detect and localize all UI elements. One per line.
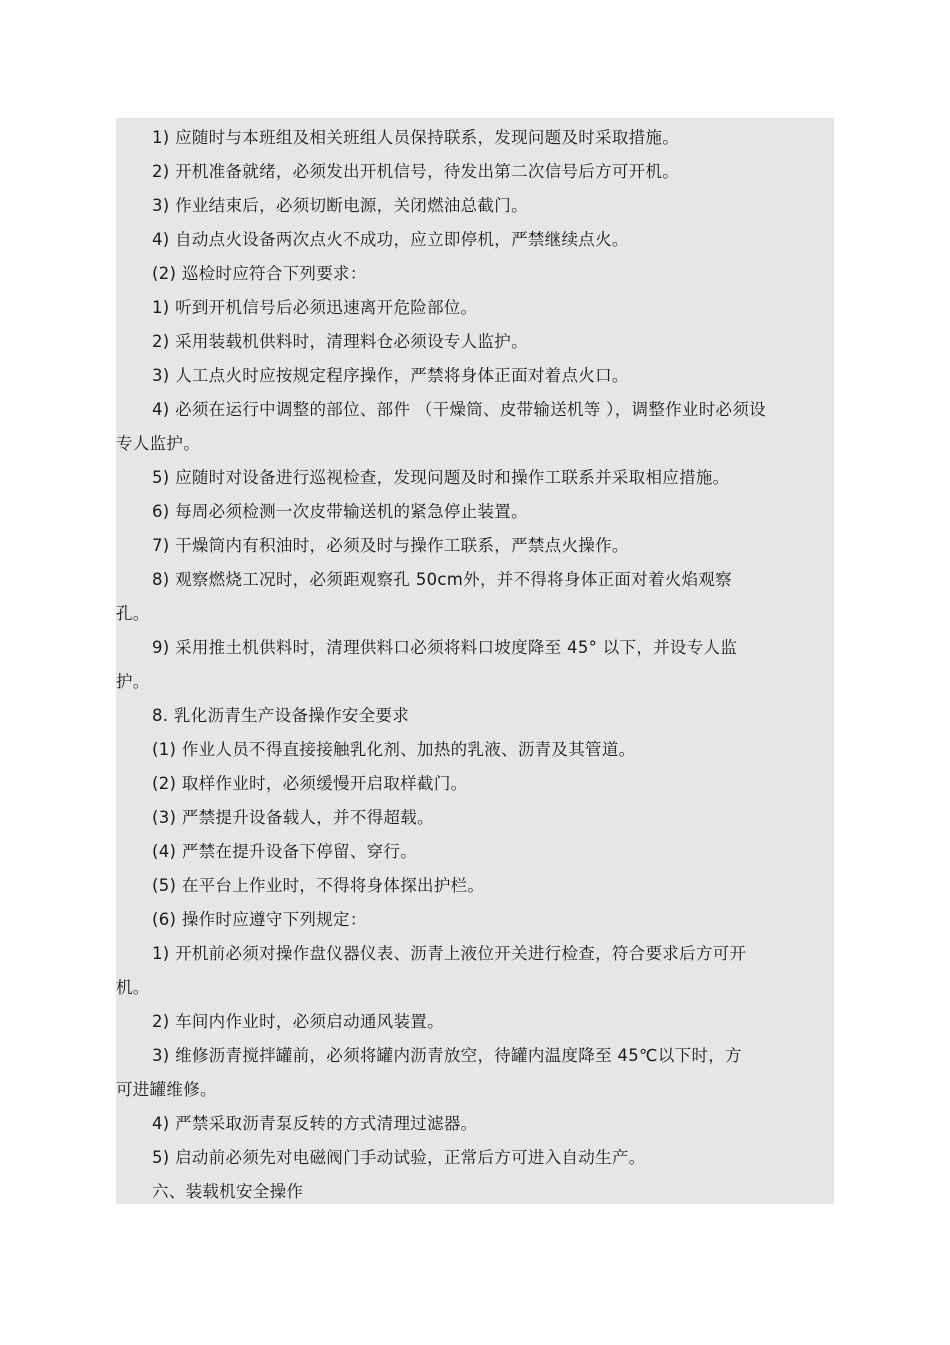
text-line: 专人监护。 <box>116 434 200 453</box>
text-line: 护。 <box>116 672 150 691</box>
text-line: 2) 车间内作业时，必须启动通风装置。 <box>152 1012 444 1031</box>
text-line: (2) 取样作业时，必须缓慢开启取样截门。 <box>152 774 468 793</box>
text-line: 5) 应随时对设备进行巡视检查，发现问题及时和操作工联系并采取相应措施。 <box>152 468 730 487</box>
text-line: 7) 干燥筒内有积油时，必须及时与操作工联系，严禁点火操作。 <box>152 536 629 555</box>
text-line: (4) 严禁在提升设备下停留、穿行。 <box>152 842 418 861</box>
text-line: (1) 作业人员不得直接接触乳化剂、加热的乳液、沥青及其管道。 <box>152 740 636 759</box>
text-line: (2) 巡检时应符合下列要求： <box>152 264 367 283</box>
document-text-block <box>116 118 834 1204</box>
text-line: 8. 乳化沥青生产设备操作安全要求 <box>152 706 410 725</box>
text-line: 3) 人工点火时应按规定程序操作，严禁将身体正面对着点火口。 <box>152 366 629 385</box>
text-line: 2) 开机准备就绪，必须发出开机信号，待发出第二次信号后方可开机。 <box>152 162 680 181</box>
text-line: 3) 作业结束后，必须切断电源，关闭燃油总截门。 <box>152 196 528 215</box>
text-line: 8) 观察燃烧工况时，必须距观察孔 50cm外，并不得将身体正面对着火焰观察 <box>152 570 732 589</box>
text-line: (5) 在平台上作业时，不得将身体探出护栏。 <box>152 876 485 895</box>
text-line: 可进罐维修。 <box>116 1080 217 1099</box>
text-line: 9) 采用推土机供料时，清理供料口必须将料口坡度降至 45° 以下，并设专人监 <box>152 638 738 657</box>
text-line: 4) 自动点火设备两次点火不成功，应立即停机，严禁继续点火。 <box>152 230 629 249</box>
text-line: 六、装载机安全操作 <box>152 1182 304 1201</box>
text-line: 1) 开机前必须对操作盘仪器仪表、沥青上液位开关进行检查，符合要求后方可开 <box>152 944 747 963</box>
text-line: 3) 维修沥青搅拌罐前，必须将罐内沥青放空，待罐内温度降至 45℃以下时，方 <box>152 1046 742 1065</box>
text-line: 1) 听到开机信号后必须迅速离开危险部位。 <box>152 298 478 317</box>
text-line: 4) 严禁采取沥青泵反转的方式清理过滤器。 <box>152 1114 478 1133</box>
text-line: 6) 每周必须检测一次皮带输送机的紧急停止装置。 <box>152 502 528 521</box>
text-line: 5) 启动前必须先对电磁阀门手动试验，正常后方可进入自动生产。 <box>152 1148 646 1167</box>
text-line: (3) 严禁提升设备载人，并不得超载。 <box>152 808 434 827</box>
text-line: 4) 必须在运行中调整的部位、部件 （干燥筒、皮带输送机等 ），调整作业时必须设 <box>152 400 766 419</box>
text-line: 2) 采用装载机供料时，清理料仓必须设专人监护。 <box>152 332 528 351</box>
text-line: 1) 应随时与本班组及相关班组人员保持联系，发现问题及时采取措施。 <box>152 128 680 147</box>
text-line: 机。 <box>116 978 150 997</box>
text-line: 孔。 <box>116 604 150 623</box>
text-line: (6) 操作时应遵守下列规定： <box>152 910 367 929</box>
